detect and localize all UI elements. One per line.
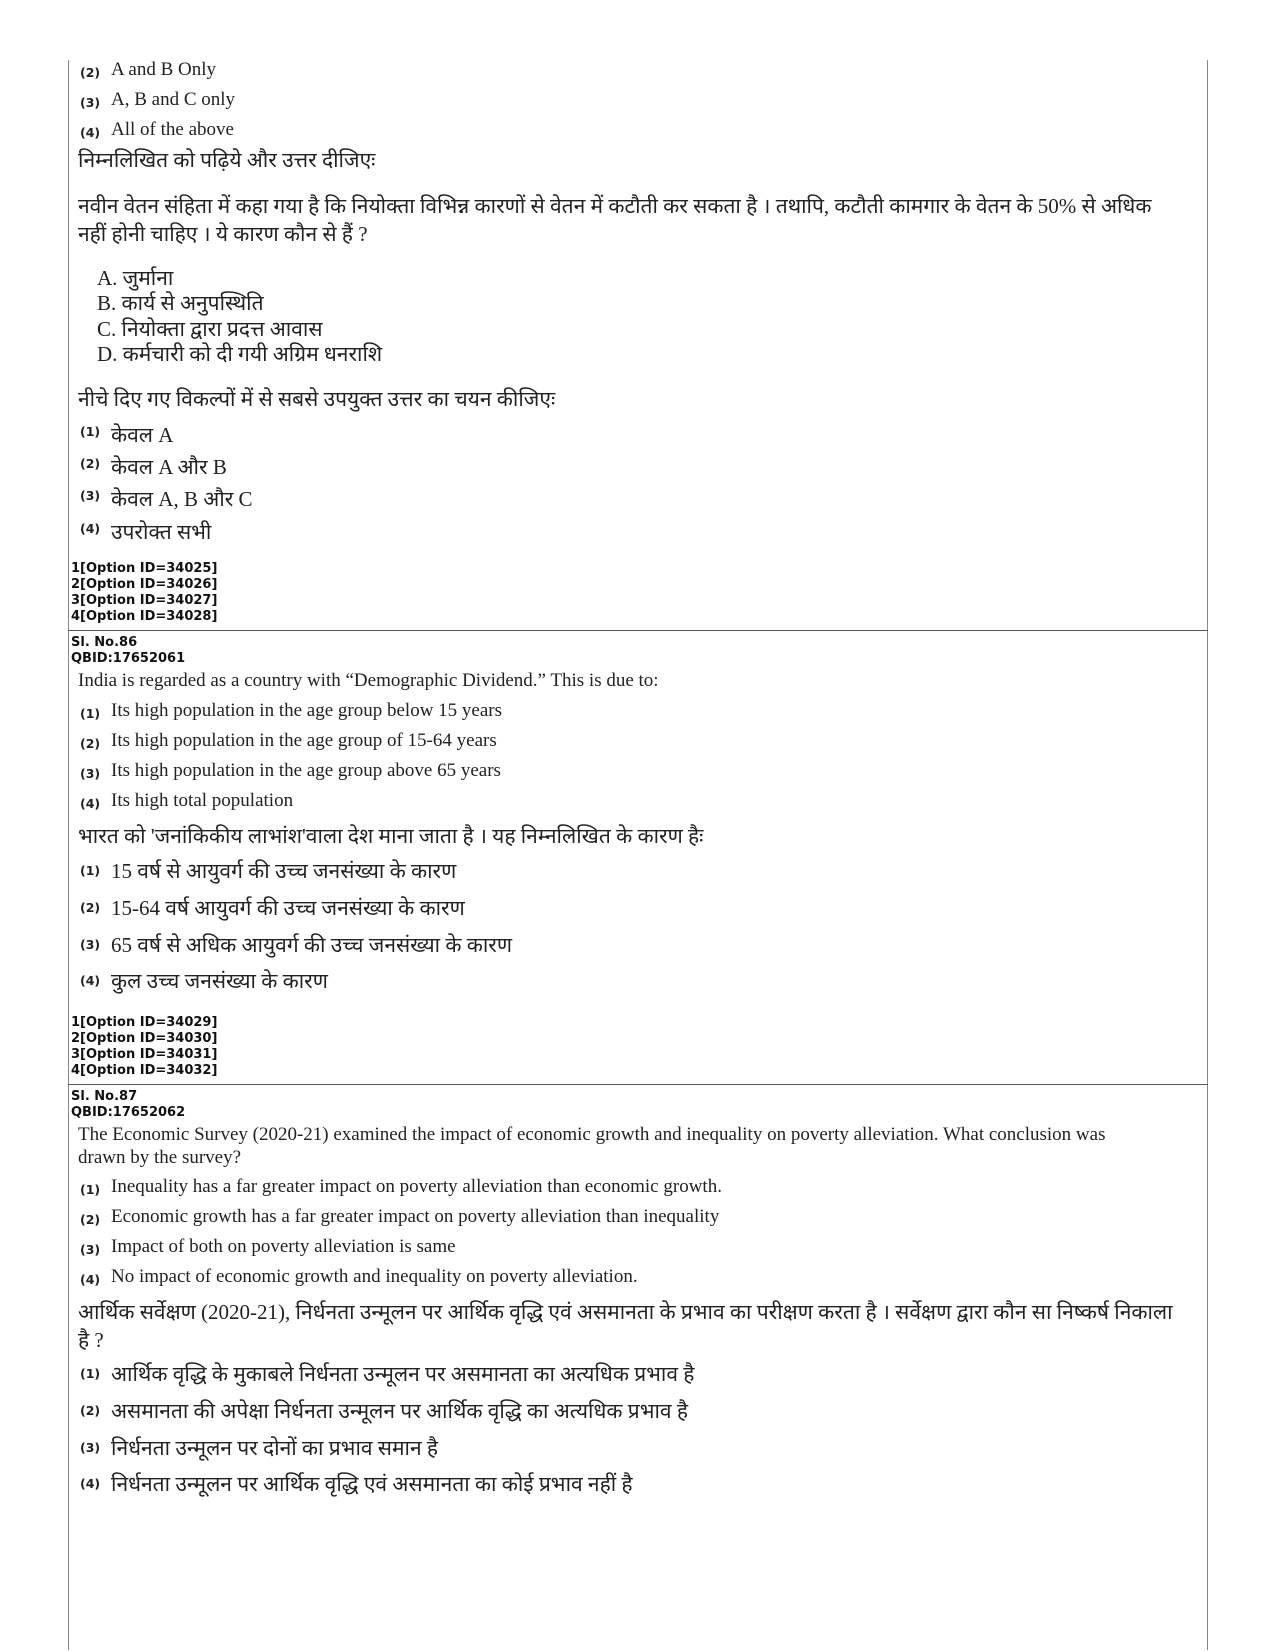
option-number: (2) — [80, 456, 101, 471]
question-separator — [68, 1084, 1208, 1085]
option-number: (1) — [80, 1366, 101, 1381]
question-text-hi: है ? — [78, 1328, 104, 1352]
hindi-instruction: निम्नलिखित को पढ़िये और उत्तर दीजिएः — [78, 148, 376, 172]
option-id: 1[Option ID=34029] — [71, 1015, 218, 1030]
option-number: (2) — [80, 1212, 101, 1227]
sl-no: Sl. No.86 — [71, 635, 138, 650]
option-id: 4[Option ID=34032] — [71, 1063, 218, 1078]
hindi-choose: नीचे दिए गए विकल्पों में से सबसे उपयुक्त उत्तर का चयन कीजिएः — [78, 387, 556, 411]
hindi-list-item: B. कार्य से अनुपस्थिति — [97, 291, 264, 315]
option-text: उपरोक्त सभी — [111, 520, 212, 544]
option-id: 4[Option ID=34028] — [71, 609, 218, 624]
option-number: (2) — [80, 736, 101, 751]
option-number: (1) — [80, 863, 101, 878]
question-text-hi: भारत को 'जनांकिकीय लाभांश'वाला देश माना जाता है । यह निम्नलिखित के कारण हैः — [78, 824, 704, 848]
option-text: A, B and C only — [111, 89, 236, 110]
option-number: (2) — [80, 1403, 101, 1418]
option-text: 15 वर्ष से आयुवर्ग की उच्च जनसंख्या के कारण — [111, 859, 457, 883]
option-number: (2) — [80, 900, 101, 915]
option-text: निर्धनता उन्मूलन पर आर्थिक वृद्धि एवं असमानता का कोई प्रभाव नहीं है — [111, 1472, 633, 1496]
option-text: Economic growth has a far greater impact on poverty alleviation than inequality — [111, 1206, 720, 1227]
option-text: केवल A, B और C — [111, 487, 253, 511]
question-text-hi: आर्थिक सर्वेक्षण (2020-21), निर्धनता उन्मूलन पर आर्थिक वृद्धि एवं असमानता के प्रभाव का परीक्षण करता है । सर्वेक्षण द्वारा कौन सा निष्कर्ष निकाला — [78, 1300, 1173, 1324]
option-text: केवल A — [111, 423, 174, 447]
option-number: (3) — [80, 1242, 101, 1257]
hindi-list-item: D. कर्मचारी को दी गयी अग्रिम धनराशि — [97, 342, 383, 366]
option-number: (4) — [80, 1476, 101, 1491]
option-number: (3) — [80, 937, 101, 952]
hindi-question: नहीं होनी चाहिए । ये कारण कौन से हैं ? — [78, 222, 368, 246]
option-text: निर्धनता उन्मूलन पर दोनों का प्रभाव समान है — [111, 1436, 439, 1460]
option-number: (4) — [80, 521, 101, 536]
option-number: (1) — [80, 424, 101, 439]
option-text: Its high population in the age group above 65 years — [111, 760, 501, 781]
option-number: (4) — [80, 796, 101, 811]
option-text: All of the above — [111, 119, 234, 140]
option-number: (3) — [80, 766, 101, 781]
hindi-list-item: A. जुर्माना — [97, 266, 174, 290]
hindi-list-item: C. नियोक्ता द्वारा प्रदत्त आवास — [97, 317, 323, 341]
option-number: (1) — [80, 706, 101, 721]
option-text: आर्थिक वृद्धि के मुकाबले निर्धनता उन्मूलन पर असमानता का अत्यधिक प्रभाव है — [111, 1362, 695, 1386]
option-text: Impact of both on poverty alleviation is same — [111, 1236, 456, 1257]
option-number: (3) — [80, 1440, 101, 1455]
option-id: 3[Option ID=34031] — [71, 1047, 218, 1062]
option-id: 3[Option ID=34027] — [71, 593, 218, 608]
qbid: QBID:17652061 — [71, 651, 186, 666]
option-text: A and B Only — [111, 59, 217, 80]
sl-no: Sl. No.87 — [71, 1089, 138, 1104]
option-text: Its high population in the age group below 15 years — [111, 700, 503, 721]
option-text: Inequality has a far greater impact on poverty alleviation than economic growth. — [111, 1176, 722, 1197]
option-number: (4) — [80, 1272, 101, 1287]
option-text: No impact of economic growth and inequality on poverty alleviation. — [111, 1266, 638, 1287]
option-text: केवल A और B — [111, 455, 227, 479]
question-text-en: India is regarded as a country with “Demographic Dividend.” This is due to: — [78, 670, 659, 691]
question-text-en: The Economic Survey (2020-21) examined the impact of economic growth and inequality on poverty alleviation. What conclusion was — [78, 1124, 1106, 1145]
option-text: कुल उच्च जनसंख्या के कारण — [111, 969, 328, 993]
option-id: 2[Option ID=34030] — [71, 1031, 218, 1046]
option-number: (4) — [80, 973, 101, 988]
qbid: QBID:17652062 — [71, 1105, 186, 1120]
option-text: 65 वर्ष से अधिक आयुवर्ग की उच्च जनसंख्या के कारण — [111, 933, 513, 957]
option-text: Its high population in the age group of 15-64 years — [111, 730, 497, 751]
option-text: Its high total population — [111, 790, 294, 811]
option-text: असमानता की अपेक्षा निर्धनता उन्मूलन पर आर्थिक वृद्धि का अत्यधिक प्रभाव है — [111, 1399, 688, 1423]
hindi-question: नवीन वेतन संहिता में कहा गया है कि नियोक्ता विभिन्न कारणों से वेतन में कटौती कर सकता है । तथापि, कटौती कामगार के वेतन के 50% से अधिक — [78, 194, 1152, 218]
option-number: (3) — [80, 95, 101, 110]
option-number: (3) — [80, 488, 101, 503]
option-id-list — [71, 561, 217, 625]
question-text-en: drawn by the survey? — [78, 1147, 242, 1168]
option-number: (4) — [80, 125, 101, 140]
question-separator — [68, 630, 1208, 631]
option-id-list — [71, 1015, 217, 1079]
option-id: 2[Option ID=34026] — [71, 577, 218, 592]
option-text: 15-64 वर्ष आयुवर्ग की उच्च जनसंख्या के कारण — [111, 896, 465, 920]
option-number: (2) — [80, 65, 101, 80]
option-number: (1) — [80, 1182, 101, 1197]
option-id: 1[Option ID=34025] — [71, 561, 218, 576]
